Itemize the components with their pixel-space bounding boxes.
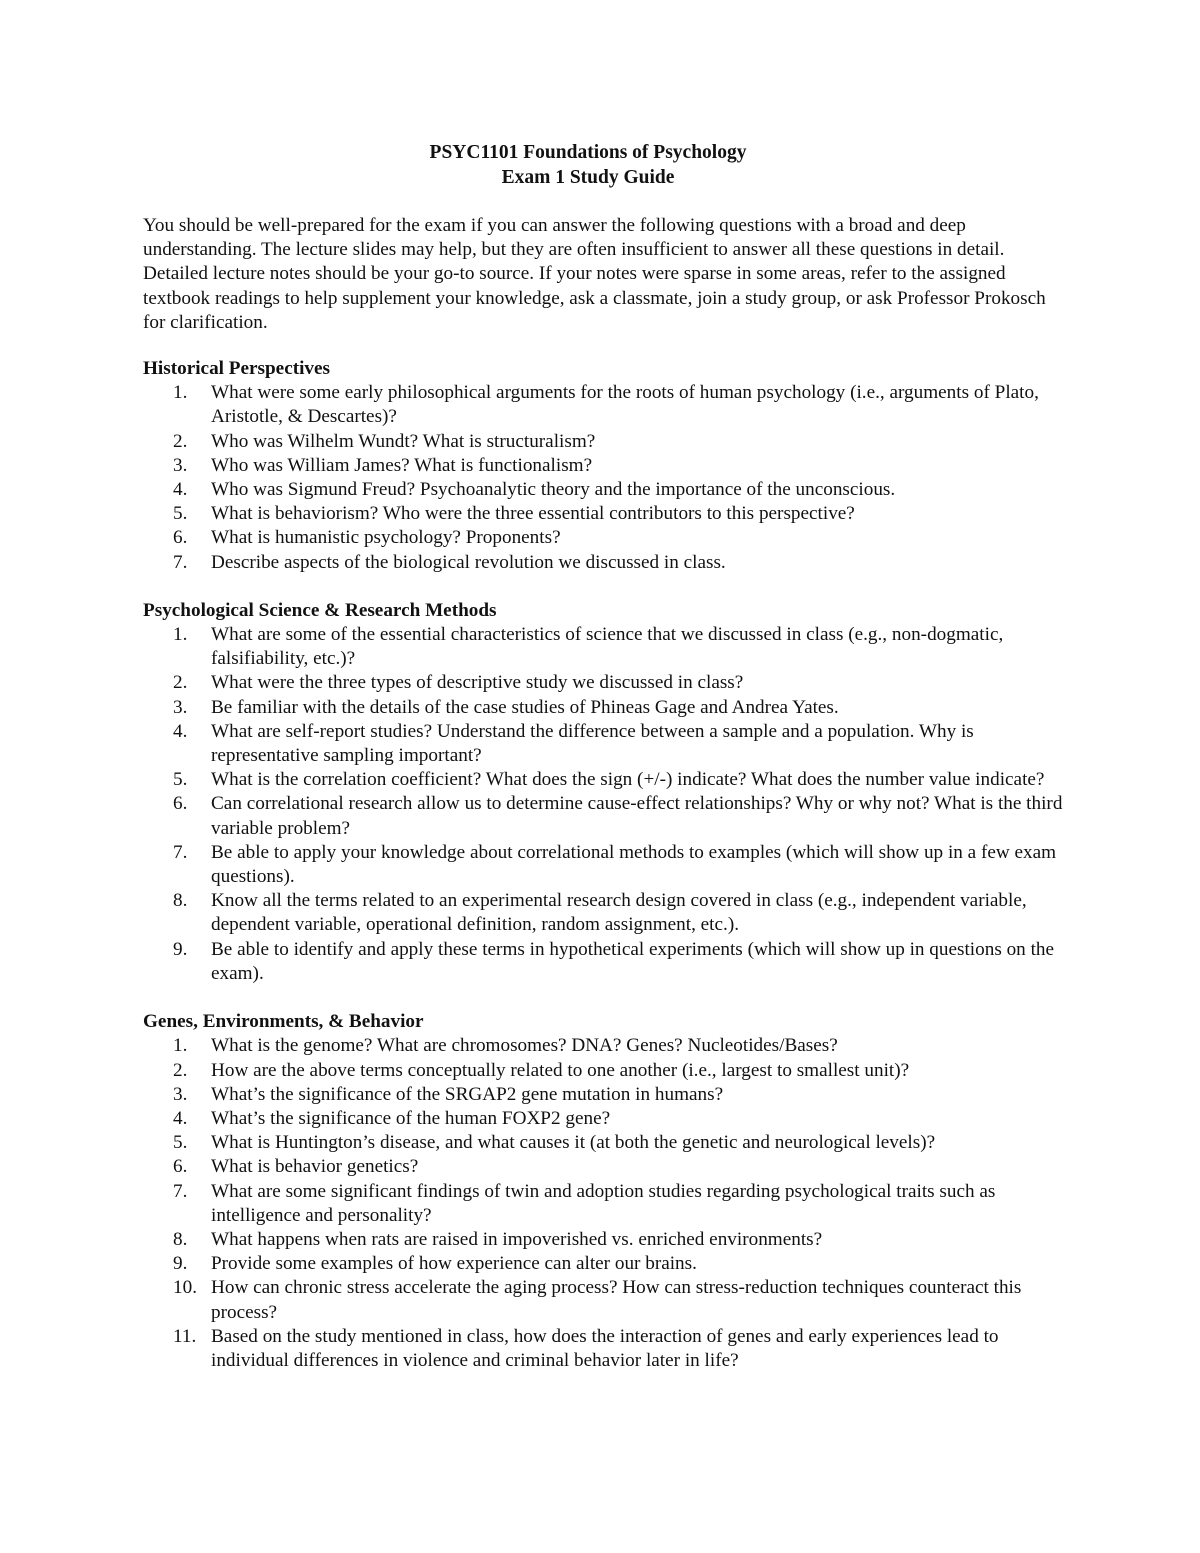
question-item [143, 1325, 1063, 1373]
section-heading: Psychological Science & Research Methods [143, 599, 497, 621]
document-title: Exam 1 Study Guide [501, 167, 675, 188]
question-text: Based on the study mentioned in class, how does the interaction of genes and early experiences lead to individual differences in violence and criminal behavior later in life? [211, 1325, 999, 1371]
question-text: What are self-report studies? Understand the difference between a sample and a population. Why is representative sampling important? [211, 720, 974, 767]
question-text: What’s the significance of the human FOXP2 gene? [211, 1107, 611, 1129]
question-text: What is Huntington’s disease, and what causes it (at both the genetic and neurological levels)? [211, 1132, 936, 1154]
question-number: 3. [173, 696, 188, 718]
question-item [143, 502, 1063, 526]
question-item [143, 1107, 1063, 1131]
question-number: 5. [173, 503, 188, 525]
question-number: 4. [173, 1107, 188, 1129]
question-item [143, 623, 1063, 671]
question-number: 6. [173, 793, 188, 815]
title-block [113, 140, 1063, 190]
question-text: Know all the terms related to an experimental research design covered in class (e.g., independent variable, dependent variable, operational definition, random assignment, etc.). [211, 890, 1027, 936]
question-list [143, 623, 1063, 986]
question-list [143, 381, 1063, 575]
question-text: What are some of the essential characteristics of science that we discussed in class (e.g., non-dogmatic, falsifiability, etc.)? [211, 624, 1004, 670]
sections-container [143, 357, 1063, 1373]
question-number: 4. [173, 720, 188, 742]
question-number: 9. [173, 938, 188, 960]
question-item [143, 381, 1063, 429]
question-item [143, 551, 1063, 575]
question-item [143, 1276, 1063, 1324]
question-number: 7. [173, 551, 188, 573]
question-text: How can chronic stress accelerate the aging process? How can stress-reduction techniques counteract this process? [211, 1277, 1022, 1323]
question-item [143, 720, 1063, 768]
question-item [143, 1180, 1063, 1228]
question-text: What is the genome? What are chromosomes? DNA? Genes? Nucleotides/Bases? [211, 1035, 838, 1057]
question-item [143, 696, 1063, 720]
question-text: Can correlational research allow us to determine cause-effect relationships? Why or why not? What is the third variable problem? [211, 793, 1063, 839]
question-item [143, 454, 1063, 478]
question-number: 6. [173, 527, 188, 549]
question-item [143, 430, 1063, 454]
question-text: What were the three types of descriptive study we discussed in class? [211, 672, 744, 694]
course-title: PSYC1101 Foundations of Psychology [429, 142, 747, 163]
question-item [143, 938, 1063, 986]
question-item [143, 1083, 1063, 1107]
question-number: 11. [173, 1325, 197, 1347]
question-text: What is the correlation coefficient? What does the sign (+/-) indicate? What does the number value indicate? [211, 769, 1045, 791]
question-number: 1. [173, 1035, 188, 1057]
question-text: Be familiar with the details of the case studies of Phineas Gage and Andrea Yates. [211, 696, 839, 718]
question-item [143, 1059, 1063, 1083]
question-number: 1. [173, 382, 188, 404]
question-text: What are some significant findings of twin and adoption studies regarding psychological traits such as intelligence and personality? [211, 1180, 996, 1226]
question-number: 8. [173, 890, 188, 912]
question-text: How are the above terms conceptually related to one another (i.e., largest to smallest unit)? [211, 1059, 910, 1081]
question-text: Be able to identify and apply these terms in hypothetical experiments (which will show up in questions on the exam). [211, 938, 1055, 984]
section [143, 599, 1063, 986]
question-number: 2. [173, 430, 188, 452]
question-number: 5. [173, 1132, 188, 1154]
question-number: 1. [173, 624, 188, 646]
question-number: 4. [173, 479, 188, 501]
section-heading: Genes, Environments, & Behavior [143, 1011, 424, 1033]
question-item [143, 1131, 1063, 1155]
question-item [143, 792, 1063, 840]
question-text: What is behavior genetics? [211, 1156, 419, 1178]
question-number: 3. [173, 1083, 188, 1105]
question-number: 6. [173, 1156, 188, 1178]
question-text: Describe aspects of the biological revolution we discussed in class. [211, 551, 726, 573]
section [143, 1010, 1063, 1373]
question-item [143, 526, 1063, 550]
question-number: 5. [173, 769, 188, 791]
question-item [143, 768, 1063, 792]
question-item [143, 1252, 1063, 1276]
question-list [143, 1034, 1063, 1373]
question-number: 2. [173, 672, 188, 694]
question-item [143, 478, 1063, 502]
question-item [143, 1228, 1063, 1252]
question-number: 2. [173, 1059, 188, 1081]
question-text: What were some early philosophical arguments for the roots of human psychology (i.e., arguments of Plato, Aristotle, & Descartes)? [211, 382, 1039, 428]
question-item [143, 1034, 1063, 1058]
question-item [143, 889, 1063, 937]
question-number: 9. [173, 1253, 188, 1275]
question-item [143, 671, 1063, 695]
question-text: What’s the significance of the SRGAP2 gene mutation in humans? [211, 1083, 724, 1105]
question-text: Who was Wilhelm Wundt? What is structuralism? [211, 430, 596, 452]
document-page [143, 140, 1063, 1397]
question-number: 10. [173, 1277, 197, 1299]
question-number: 8. [173, 1228, 188, 1250]
question-number: 7. [173, 1180, 188, 1202]
question-text: What happens when rats are raised in impoverished vs. enriched environments? [211, 1228, 823, 1250]
question-text: Who was Sigmund Freud? Psychoanalytic theory and the importance of the unconscious. [211, 479, 896, 501]
question-text: Be able to apply your knowledge about correlational methods to examples (which will show up in a few exam questions). [211, 841, 1057, 888]
question-text: Provide some examples of how experience can alter our brains. [211, 1253, 697, 1275]
question-item [143, 841, 1063, 889]
question-number: 3. [173, 454, 188, 476]
question-text: Who was William James? What is functionalism? [211, 454, 593, 476]
question-text: What is humanistic psychology? Proponents? [211, 527, 561, 549]
intro-paragraph: You should be well-prepared for the exam if you can answer the following questions with a broad and deep understanding. The lecture slides may help, but they are often insufficient to answer all these questions in detail. Detailed lecture notes should be your go-to source. If your notes were sparse in some areas, refer to the assigned textbook readings to help supplement your knowledge, ask a classmate, join a study group, or ask Professor Prokosch for clarification. [143, 215, 1046, 333]
question-number: 7. [173, 841, 188, 863]
question-item [143, 1155, 1063, 1179]
section [143, 357, 1063, 575]
section-heading: Historical Perspectives [143, 358, 331, 380]
question-text: What is behaviorism? Who were the three essential contributors to this perspective? [211, 503, 855, 525]
